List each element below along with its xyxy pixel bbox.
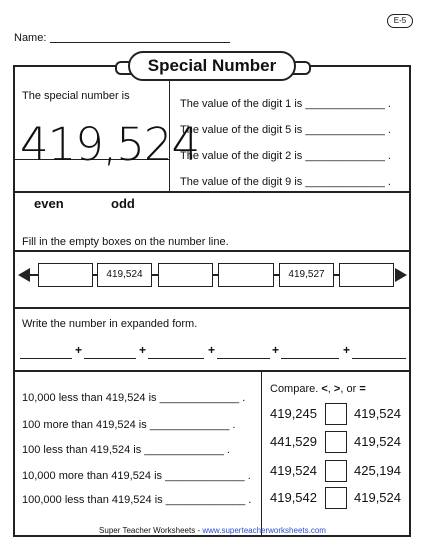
number-line-box-5: 419,527 xyxy=(279,263,334,287)
compare-instruction xyxy=(270,383,366,395)
page-title: Special Number xyxy=(128,51,296,81)
section-divider-2 xyxy=(15,250,409,252)
name-label: Name: xyxy=(14,32,47,44)
name-blank-line[interactable] xyxy=(50,42,230,43)
compare-right-1: 419,524 xyxy=(354,406,401,421)
greater-than-symbol: > xyxy=(333,383,341,395)
less-than-symbol: < xyxy=(321,383,328,395)
footer-link[interactable]: www.superteacherworksheets.com xyxy=(202,526,326,535)
compare-right-4: 419,524 xyxy=(354,490,401,505)
compare-left-3: 419,524 xyxy=(270,463,317,478)
compare-separator-2: , or xyxy=(340,383,357,395)
arrow-right-icon xyxy=(395,268,407,282)
plus-sign-3: + xyxy=(208,343,216,357)
special-number: 419,524 xyxy=(20,118,200,171)
worksheet-code-badge: E-5 xyxy=(387,14,413,28)
number-line-box-3[interactable] xyxy=(158,263,213,287)
digit-value-9: The value of the digit 9 is _____________ . xyxy=(180,176,391,188)
section-divider-3 xyxy=(15,307,409,309)
compare-right-3: 425,194 xyxy=(354,463,401,478)
footer xyxy=(0,526,425,535)
section-divider-4 xyxy=(15,370,409,372)
expanded-blank-4[interactable] xyxy=(217,358,270,359)
plus-sign-5: + xyxy=(343,343,351,357)
number-line-box-6[interactable] xyxy=(339,263,394,287)
compare-section-divider xyxy=(261,370,262,535)
compare-box-1[interactable] xyxy=(325,403,347,425)
expanded-blank-3[interactable] xyxy=(148,358,204,359)
number-line-box-4[interactable] xyxy=(218,263,274,287)
digit-value-1: The value of the digit 1 is _____________ . xyxy=(180,98,391,110)
less-more-question-4: 10,000 more than 419,524 is _____________ . xyxy=(22,470,251,482)
less-more-question-3: 100 less than 419,524 is _____________ . xyxy=(22,444,230,456)
expanded-blank-6[interactable] xyxy=(352,358,406,359)
digit-value-2: The value of the digit 2 is _____________ . xyxy=(180,150,391,162)
expanded-blank-2[interactable] xyxy=(84,358,136,359)
number-line-instruction: Fill in the empty boxes on the number line. xyxy=(22,236,229,248)
compare-left-2: 441,529 xyxy=(270,434,317,449)
footer-text: Super Teacher Worksheets - xyxy=(99,526,203,535)
compare-box-3[interactable] xyxy=(325,460,347,482)
expanded-blank-1[interactable] xyxy=(20,358,72,359)
compare-box-2[interactable] xyxy=(325,431,347,453)
section-divider-1 xyxy=(15,191,409,193)
less-more-question-2: 100 more than 419,524 is _____________ . xyxy=(22,419,236,431)
expanded-form-instruction: Write the number in expanded form. xyxy=(22,318,198,330)
less-more-question-1: 10,000 less than 419,524 is _____________ . xyxy=(22,392,246,404)
even-choice[interactable]: even xyxy=(34,196,64,211)
special-number-label: The special number is xyxy=(22,90,130,102)
number-line-box-2: 419,524 xyxy=(97,263,152,287)
compare-separator-1: , xyxy=(327,383,331,395)
expanded-blank-5[interactable] xyxy=(281,358,339,359)
odd-choice[interactable]: odd xyxy=(111,196,135,211)
digit-value-5: The value of the digit 5 is _____________ . xyxy=(180,124,391,136)
compare-left-1: 419,245 xyxy=(270,406,317,421)
plus-sign-1: + xyxy=(75,343,83,357)
compare-instruction-prefix: Compare. xyxy=(270,383,319,395)
compare-box-4[interactable] xyxy=(325,487,347,509)
arrow-left-icon xyxy=(18,268,30,282)
compare-left-4: 419,542 xyxy=(270,490,317,505)
number-line-box-1[interactable] xyxy=(38,263,93,287)
plus-sign-4: + xyxy=(272,343,280,357)
compare-right-2: 419,524 xyxy=(354,434,401,449)
less-more-question-5: 100,000 less than 419,524 is _____________ . xyxy=(22,494,252,506)
equals-symbol: = xyxy=(359,383,366,395)
plus-sign-2: + xyxy=(139,343,147,357)
